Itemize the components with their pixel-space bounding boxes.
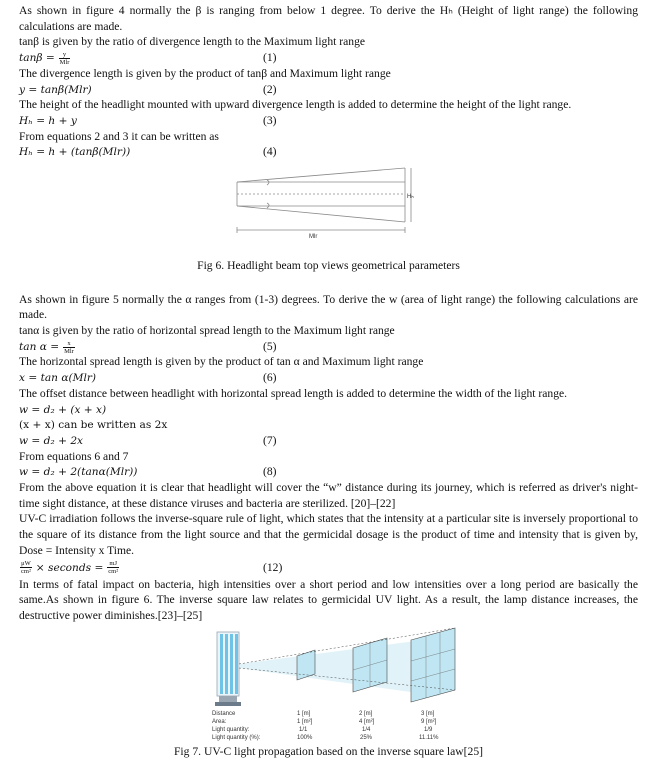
para-divergence-def: The divergence length is given by the product of tanβ and Maximum light range xyxy=(19,66,391,80)
fig7-cell: 25% xyxy=(360,734,373,741)
equation-5: tan α = $\frac{x}{\text{Mlr}}$ (5) xyxy=(19,339,277,355)
fig7-cell: 100% xyxy=(297,734,313,741)
para-tan-beta-def: tanβ is given by the ratio of divergence length to the Maximum light range xyxy=(19,35,366,49)
equation-12: $\frac{\mu W}{\text{cm²}}$ × seconds = $\frac{mJ}{\text{cm²}}$ (12) xyxy=(21,560,283,576)
equation-6: x = tan α(Mlr) (6) xyxy=(19,371,277,385)
para-conclusion: From the above equation it is clear that headlight will cover the “w” distance during its journey, which is referred as driver's night-time sight distance, at these distance viruses and bacteria are sterilized. [20]–[22] xyxy=(19,481,638,510)
fig6-bottom-label: Mlr xyxy=(309,233,318,240)
fig7-cell: 11.11% xyxy=(419,734,439,741)
equation-3: Hₕ = h + y (3) xyxy=(19,113,277,127)
figure-7 xyxy=(19,626,638,748)
eq6-number: (6) xyxy=(263,371,277,385)
equation-4: Hₕ = h + (tanβ(Mlr)) (4) xyxy=(19,145,277,159)
fig7-cell: 9 [m²] xyxy=(421,718,437,725)
fig7-cell: 1/1 xyxy=(299,726,308,733)
para-uvc: UV-C irradiation follows the inverse-square rule of light, which states that the intensity at a particular site is inversely proportional to the square of its distance from the light source and that the germicidal dosage is the product of time and intensity that is given by, Dose = Intensity x Time. xyxy=(19,512,638,557)
fig7-cell: 1/9 xyxy=(424,726,433,733)
equation-2: y = tanβ(Mlr) (2) xyxy=(19,82,277,96)
eq7-number: (7) xyxy=(263,433,277,447)
fig6-caption: Fig 6. Headlight beam top views geometrical parameters xyxy=(197,258,460,272)
eq1-fraction: $\frac{y}{\text{Mlr}}$ xyxy=(59,50,70,66)
para-spread-def: The horizontal spread length is given by the product of tan α and Maximum light range xyxy=(19,355,424,369)
para-fatal-impact: In terms of fatal impact on bacteria, high intensities over a short period and low intensities over a long period are basically the same.As shown in figure 6. The inverse square law relates to germicidal UV light. As a result, the lamp distance increases, the destructive power diminishes.[23]–[25] xyxy=(19,577,638,622)
eq5-number: (5) xyxy=(263,339,277,353)
uvc-inverse-square-diagram xyxy=(19,626,638,748)
fig7-row-label: Area: xyxy=(212,718,227,725)
figure-6 xyxy=(19,160,638,258)
fig7-cell: 1 [m²] xyxy=(297,718,313,725)
fig7-row-label: Light quantity: xyxy=(212,726,250,733)
fig6-h-label: Hₕ xyxy=(407,193,414,200)
equation-7: w = d₂ + 2x (7) xyxy=(19,433,277,447)
fig7-row-label: Light quantity (%): xyxy=(212,734,261,741)
fig7-cell: 1 [m] xyxy=(297,710,311,717)
para-offset-def: The offset distance between headlight with horizontal spread length is added to determine the width of the light range. xyxy=(19,386,568,400)
eq4-number: (4) xyxy=(263,145,277,159)
eq12-frac-b: $\frac{mJ}{\text{cm²}}$ xyxy=(108,560,119,576)
eq5-fraction: $\frac{x}{\text{Mlr}}$ xyxy=(64,339,74,355)
eq12-frac-a: $\frac{\mu W}{\text{cm²}}$ xyxy=(21,560,31,576)
eq2-number: (2) xyxy=(263,82,277,96)
equation-1 xyxy=(19,50,638,66)
fig7-cell: 2 [m] xyxy=(359,710,373,717)
equation-8: w = d₂ + 2(tanα(Mlr)) (8) xyxy=(19,465,277,479)
fig7-cell: 3 [m] xyxy=(421,710,435,717)
fig7-caption: Fig 7. UV-C light propagation based on the inverse square law[25] xyxy=(173,744,483,758)
headlight-beam-diagram xyxy=(19,160,638,258)
fig7-cell: 4 [m²] xyxy=(359,718,375,725)
para-tan-alpha-def: tanα is given by the ratio of horizontal spread length to the Maximum light range xyxy=(19,324,395,338)
xx-line: (x + x) can be written as 2x xyxy=(19,419,168,432)
para-intro-alpha: As shown in figure 5 normally the α ranges from (1-3) degrees. To derive the w (area of light range) the following calculations are made. xyxy=(19,292,638,322)
para-intro-beta: As shown in figure 4 normally the β is ranging from below 1 degree. To derive the Hₕ (Height of light range) the following calculations are made. xyxy=(19,4,638,33)
eq12-number: (12) xyxy=(263,560,283,574)
fig7-table xyxy=(212,711,439,741)
equation-w: w = d₂ + (x + x) xyxy=(19,403,107,416)
para-from-2-3: From equations 2 and 3 it can be written as xyxy=(19,129,219,143)
uv-lamp-icon xyxy=(215,632,241,706)
fig7-row-label: Distance xyxy=(212,710,236,717)
eq8-number: (8) xyxy=(263,465,277,479)
eq1-number: (1) xyxy=(263,51,277,65)
page xyxy=(19,3,638,759)
para-height-def: The height of the headlight mounted with upward divergence length is added to determine the height of the light range. xyxy=(19,98,572,112)
eq3-number: (3) xyxy=(263,113,277,127)
eq1-lhs: tanβ = xyxy=(19,52,55,65)
fig7-cell: 1/4 xyxy=(362,726,371,733)
para-from-6-7: From equations 6 and 7 xyxy=(19,449,129,463)
